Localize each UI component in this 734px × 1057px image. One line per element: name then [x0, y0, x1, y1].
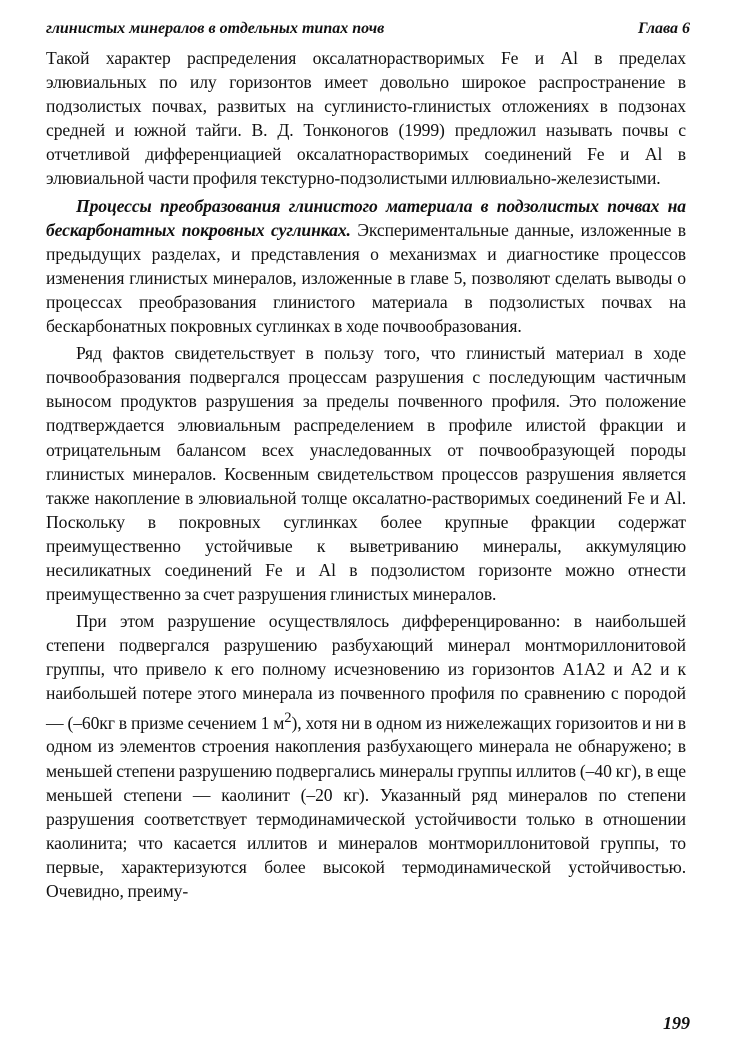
- paragraph-4-text-b: ), хотя ни в одном из нижележащих горизоитов и ни в одном из элементов строения накопления разбухающего минерала не обнаружено; в меньшей степени разрушению подвергались минералы группы иллитов (–40 кг), в еще меньшей степени — каолинит (–20 кг). Указанный ряд минералов по степени разрушения соответствует термодинамической устойчивости только в отношении каолинита; что касается иллитов и минералов монтмориллонитовой группы, то первые, характеризуются более высокой термодинамической устойчивостью. Очевидно, преиму-: [46, 712, 686, 902]
- page-number: 199: [663, 1013, 690, 1033]
- body-text: [46, 46, 686, 903]
- paragraph-1-text: Такой характер распределения оксалатнорастворимых Fe и Al в пределах элювиальных по илу горизонтов имеет довольно широкое распространение в подзолистых почвах, развитых на суглинисто-глинистых отложениях в подзонах средней и южной тайги. В. Д. Тонконогов (1999) предложил называть почвы с отчетливой дифференциацией оксалатнорастворимых соединений Fe и Al в элювиальной части профиля текстурно-подзолистыми иллювиально-железистыми.: [46, 48, 686, 189]
- paragraph-3: [46, 341, 686, 606]
- chapter-label: Глава 6: [637, 20, 690, 37]
- superscript-2: 2: [284, 709, 292, 726]
- running-header-title: глинистых минералов в отдельных типах почв: [46, 20, 385, 37]
- paragraph-2: [46, 194, 686, 339]
- paragraph-4-text-a: При этом разрушение осуществлялось дифференцированно: в наибольшей степени подвергался разрушению разбухающий минерал монтмориллонитовой группы, что привело к его полному исчезновению из горизонтов A1A2 и A2 и к наибольшей потере этого минерала из почвенного профиля по сравнению с породой — (–60кг в призме сечением 1 м: [46, 611, 686, 733]
- section-heading: Процессы преобразования глинистого материала в подзолистых почвах на бескарбонатных покровных суглинках.: [46, 195, 686, 240]
- paragraph-2-text: Экспериментальные данные, изложенные в предыдущих разделах, и представления о механизмах и диагностике процессов изменения глинистых минералов, изложенные в главе 5, позволяют сделать выводы о процессах преобразования глинистого материала в подзолистых почвах на бескарбонатных покровных суглинках в ходе почвообразования.: [46, 219, 686, 337]
- paragraph-3-text: Ряд фактов свидетельствует в пользу того, что глинистый материал в ходе почвообразования подвергался процессам разрушения с последующим частичным выносом продуктов разрушения за пределы почвенного профиля. Это положение подтверждается элювиальным распределением в профиле илистой фракции и отрицательным балансом всех унаследованных от почвообразующей породы глинистых минералов. Косвенным свидетельством процессов разрушения является также накопление в элювиальной толще оксалатно-растворимых соединений Fe и Al. Поскольку в покровных суглинках более крупные фракции содержат преимущественно устойчивые к выветриванию минералы, аккумуляцию несиликатных соединений Fe и Al в подзолистом горизонте можно отнести преимущественно за счет разрушения глинистых минералов.: [46, 343, 686, 605]
- running-header: [46, 16, 690, 42]
- paragraph-1: [46, 46, 686, 191]
- paragraph-4: [46, 609, 686, 903]
